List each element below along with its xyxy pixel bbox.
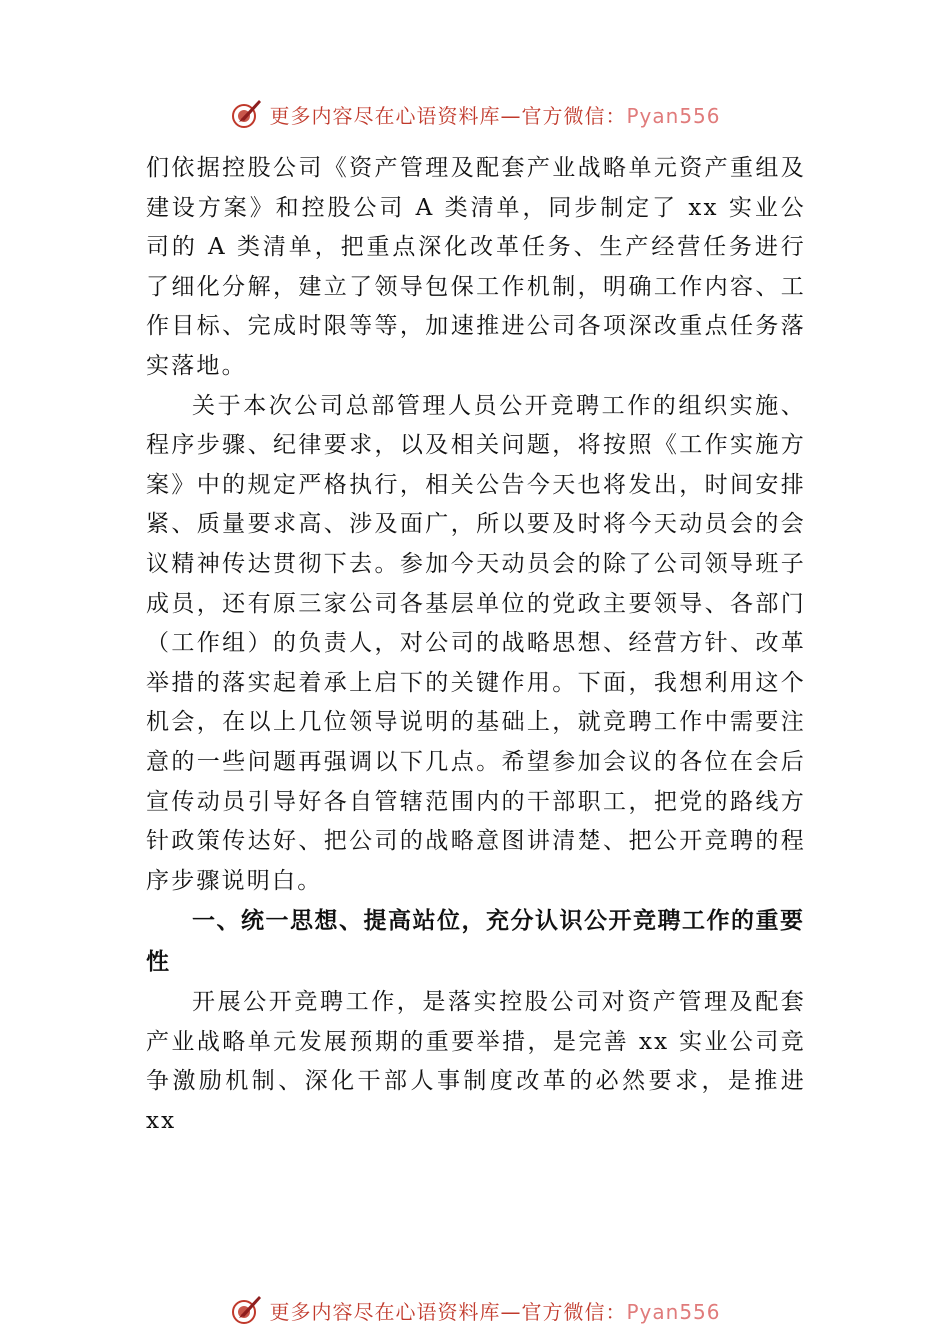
footer-slogan: 更多内容尽在心语资料库—官方微信：Pyan556: [269, 1299, 721, 1324]
paragraph-2: 关于本次公司总部管理人员公开竞聘工作的组织实施、程序步骤、纪律要求，以及相关问题，将按照《工作实施方案》中的规定严格执行，相关公告今天也将发出，时间安排紧、质量要求高、涉及面广，所以要及时将今天动员会的会议精神传达贯彻下去。参加今天动员会的除了公司领导班子成员，还有原三家公司各基层单位的党政主要领导、各部门（工作组）的负责人，对公司的战略思想、经营方针、改革举措的落实起着承上启下的关键作用。下面，我想利用这个机会，在以上几位领导说明的基础上，就竞聘工作中需要注意的一些问题再强调以下几点。希望参加会议的各位在会后宣传动员引导好各自管辖范围内的干部职工，把党的路线方针政策传达好、把公司的战略意图讲清楚、把公开竞聘的程序步骤说明白。: [146, 392, 806, 894]
footer-banner: [0, 1290, 950, 1330]
footer-contact: Pyan556: [626, 1299, 721, 1324]
quill-pen-circle-icon: [229, 1293, 263, 1327]
quill-pen-circle-icon: [229, 97, 263, 131]
paragraph-1: 们依据控股公司《资产管理及配套产业战略单元资产重组及建设方案》和控股公司 A 类清单，同步制定了 xx 实业公司的 A 类清单，把重点深化改革任务、生产经营任务进行了细化分解，建立了领导包保工作机制，明确工作内容、工作目标、完成时限等等，加速推进公司各项深改重点任务落实落地。: [146, 155, 806, 379]
header-contact: Pyan556: [626, 103, 721, 128]
header-banner: [0, 94, 950, 134]
paragraph-3: 开展公开竞聘工作，是落实控股公司对资产管理及配套产业战略单元发展预期的重要举措，是完善 xx 实业公司竞争激励机制、深化干部人事制度改革的必然要求，是推进 xx: [146, 989, 806, 1135]
section-heading-1: 一、统一思想、提高站位，充分认识公开竞聘工作的重要性: [146, 908, 805, 976]
document-body: [146, 149, 806, 1142]
header-slogan: 更多内容尽在心语资料库—官方微信：Pyan556: [269, 103, 721, 128]
